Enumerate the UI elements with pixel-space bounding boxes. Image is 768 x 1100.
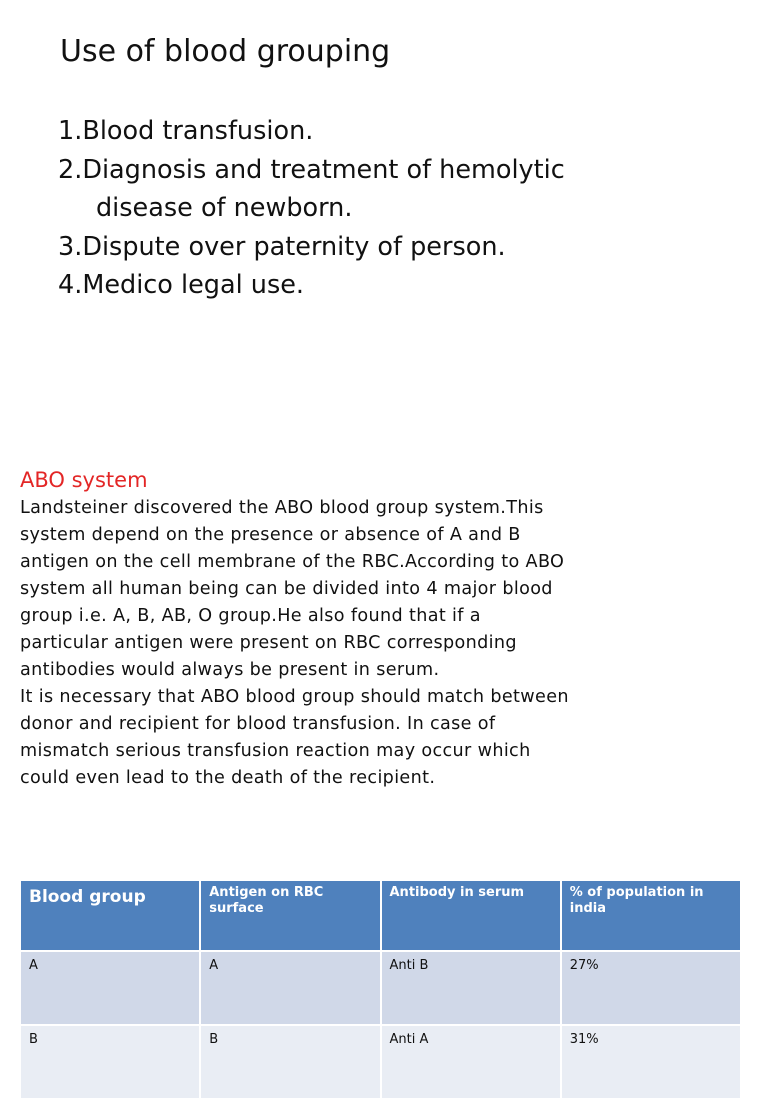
- table-cell: A: [200, 951, 380, 1025]
- uses-list: [58, 112, 565, 305]
- list-item-continuation: disease of newborn.: [96, 193, 353, 223]
- table-cell: Anti A: [381, 1025, 561, 1099]
- table-cell: A: [20, 951, 200, 1025]
- list-item: 3.Dispute over paternity of person.: [58, 231, 506, 262]
- header-antibody: Antibody in serum: [381, 880, 561, 951]
- table-row: [20, 1025, 741, 1099]
- header-population: % of population in india: [561, 880, 741, 951]
- text-line: system all human being can be divided into 4 major blood: [20, 579, 553, 599]
- text-line: antibodies would always be present in serum.: [20, 660, 440, 680]
- text-line: could even lead to the death of the recipient.: [20, 768, 436, 788]
- text-line: system depend on the presence or absence of A and B: [20, 525, 521, 545]
- text-line: donor and recipient for blood transfusion. In case of: [20, 714, 496, 734]
- table-header-row: [20, 880, 741, 951]
- table-cell: Anti B: [381, 951, 561, 1025]
- list-item: 4.Medico legal use.: [58, 270, 305, 300]
- table-cell: 31%: [561, 1025, 741, 1099]
- list-item: 2.Diagnosis and treatment of hemolytic: [58, 154, 565, 185]
- text-line: group i.e. A, B, AB, O group.He also found that if a: [20, 606, 481, 626]
- blood-group-table: [19, 879, 742, 1100]
- table-row: [20, 951, 741, 1025]
- table-cell: B: [200, 1025, 380, 1099]
- text-line: antigen on the cell membrane of the RBC.According to ABO: [20, 552, 565, 572]
- abo-paragraph: [20, 495, 755, 792]
- section-heading: ABO system: [20, 468, 148, 492]
- table-cell: 27%: [561, 951, 741, 1025]
- table-cell: B: [20, 1025, 200, 1099]
- text-line: Landsteiner discovered the ABO blood group system.This: [20, 498, 544, 518]
- header-blood-group: Blood group: [20, 880, 200, 951]
- text-line: mismatch serious transfusion reaction may occur which: [20, 741, 531, 761]
- text-line: particular antigen were present on RBC corresponding: [20, 633, 517, 653]
- slide-title: Use of blood grouping: [60, 34, 391, 69]
- list-item: 1.Blood transfusion.: [58, 116, 314, 146]
- header-antigen: Antigen on RBC surface: [200, 880, 380, 951]
- text-line: It is necessary that ABO blood group should match between: [20, 687, 569, 707]
